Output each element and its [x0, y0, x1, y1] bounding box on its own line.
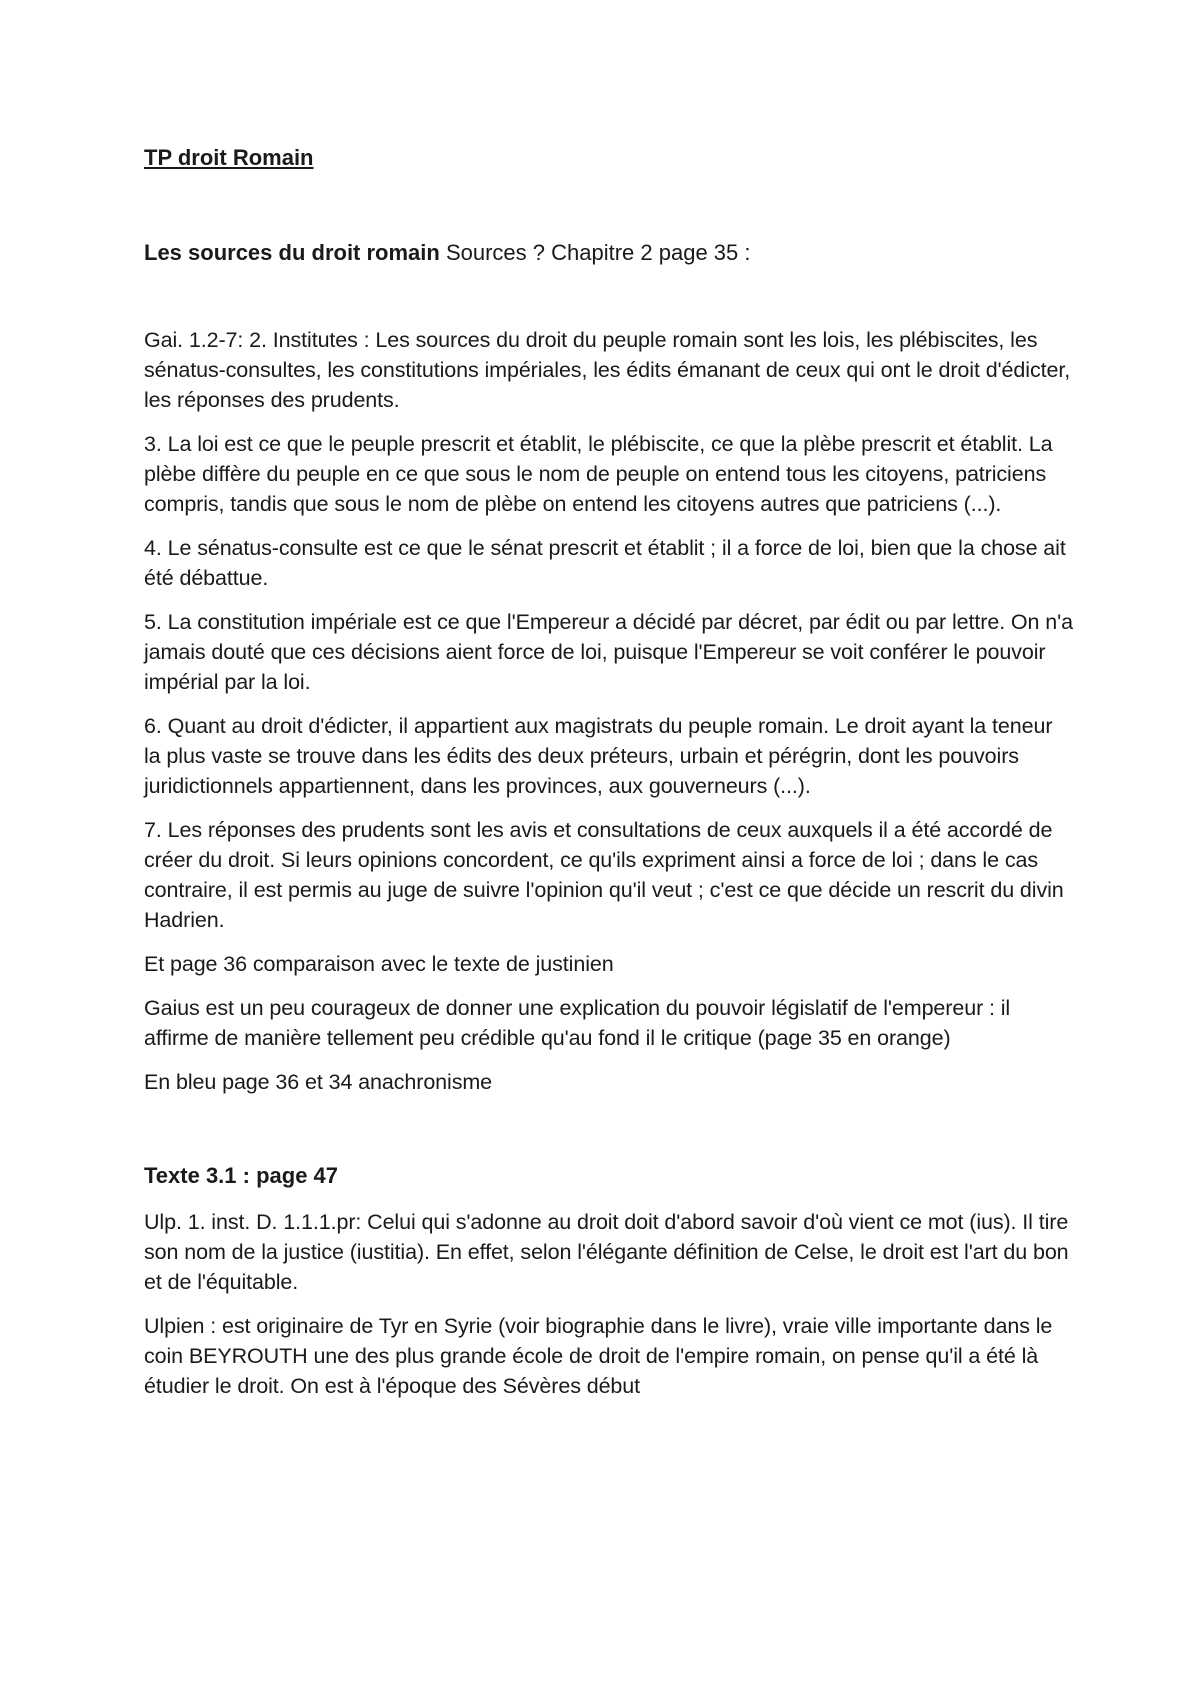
paragraph: Ulpien : est originaire de Tyr en Syrie (voir biographie dans le livre), vraie ville importante dans le coin BEYROUTH une des plus grande école de droit de l'empire romain, on pense qu'il a été là étudier le droit. On est à l'époque des Sévères début — [144, 1314, 1053, 1398]
section-heading-bold: Les sources du droit romain — [144, 240, 440, 265]
paragraph: 4. Le sénatus-consulte est ce que le sénat prescrit et établit ; il a force de loi, bien que la chose ait été débattue. — [144, 536, 1066, 590]
paragraph: 3. La loi est ce que le peuple prescrit et établit, le plébiscite, ce que la plèbe prescrit et établit. La plèbe diffère du peuple en ce que sous le nom de peuple on entend tous les citoyens, patriciens compris, tandis que sous le nom de plèbe on entend les citoyens autres que patriciens (...). — [144, 432, 1053, 516]
section-heading-texte: Texte 3.1 : page 47 — [144, 1163, 339, 1188]
paragraph: Gaius est un peu courageux de donner une explication du pouvoir législatif de l'empereur : il affirme de manière tellement peu crédible qu'au fond il le critique (page 35 en orange) — [144, 996, 1011, 1050]
paragraph: Et page 36 comparaison avec le texte de justinien — [144, 952, 614, 976]
document-page — [144, 130, 1074, 1415]
paragraph: 5. La constitution impériale est ce que l'Empereur a décidé par décret, par édit ou par lettre. On n'a jamais douté que ces décisions aient force de loi, puisque l'Empereur se voit conférer le pouvoir impérial par la loi. — [144, 610, 1074, 694]
paragraph: Ulp. 1. inst. D. 1.1.1.pr: Celui qui s'adonne au droit doit d'abord savoir d'où vient ce mot (ius). Il tire son nom de la justice (iustitia). En effet, selon l'élégante définition de Celse, le droit est l'art du bon et de l'équitable. — [144, 1210, 1069, 1294]
paragraph: En bleu page 36 et 34 anachronisme — [144, 1070, 493, 1094]
section-heading-sources — [144, 238, 1074, 268]
document-title: TP droit Romain — [144, 145, 314, 170]
section-heading-rest: Sources ? Chapitre 2 page 35 : — [439, 240, 751, 265]
paragraph: 7. Les réponses des prudents sont les avis et consultations de ceux auxquels il a été accordé de créer du droit. Si leurs opinions concordent, ce qu'ils expriment ainsi a force de loi ; dans le cas contraire, il est permis au juge de suivre l'opinion qu'il veut ; c'est ce que décide un rescrit du divin Hadrien. — [144, 818, 1064, 932]
paragraph: 6. Quant au droit d'édicter, il appartient aux magistrats du peuple romain. Le droit ayant la teneur la plus vaste se trouve dans les édits des deux préteurs, urbain et pérégrin, dont les pouvoirs juridictionnels appartiennent, dans les provinces, aux gouverneurs (...). — [144, 714, 1053, 798]
paragraph: Gai. 1.2-7: 2. Institutes : Les sources du droit du peuple romain sont les lois, les plébiscites, les sénatus-consultes, les constitutions impériales, les édits émanant de ceux qui ont le droit d'édicter, les réponses des prudents. — [144, 328, 1071, 412]
